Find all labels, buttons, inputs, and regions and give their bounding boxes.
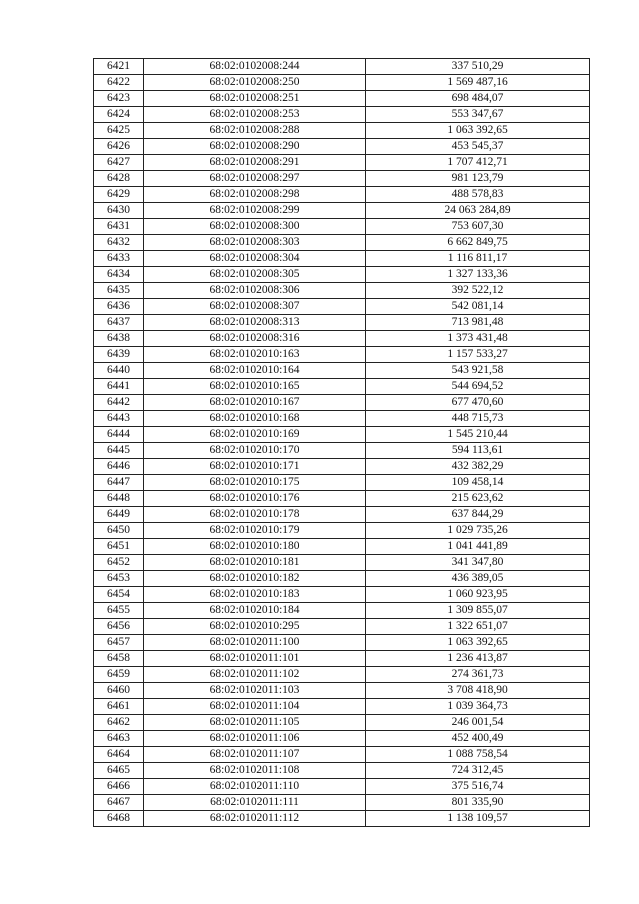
cadastral-number-cell: 68:02:0102008:253	[144, 107, 366, 123]
cadastral-value-cell: 713 981,48	[366, 315, 590, 331]
row-number-cell: 6443	[94, 411, 144, 427]
cadastral-value-cell: 337 510,29	[366, 59, 590, 75]
cadastral-value-cell: 1 322 651,07	[366, 619, 590, 635]
table-row	[94, 443, 590, 459]
row-number-cell: 6446	[94, 459, 144, 475]
cadastral-value-cell: 452 400,49	[366, 731, 590, 747]
cadastral-number-cell: 68:02:0102010:295	[144, 619, 366, 635]
cadastral-number-cell: 68:02:0102010:165	[144, 379, 366, 395]
table-body	[94, 59, 590, 827]
cadastral-value-cell: 432 382,29	[366, 459, 590, 475]
table-row	[94, 251, 590, 267]
cadastral-number-cell: 68:02:0102010:170	[144, 443, 366, 459]
cadastral-value-cell: 542 081,14	[366, 299, 590, 315]
cadastral-value-cell: 1 569 487,16	[366, 75, 590, 91]
cadastral-number-cell: 68:02:0102008:313	[144, 315, 366, 331]
cadastral-value-cell: 698 484,07	[366, 91, 590, 107]
table-row	[94, 715, 590, 731]
cadastral-number-cell: 68:02:0102010:169	[144, 427, 366, 443]
row-number-cell: 6432	[94, 235, 144, 251]
cadastral-value-cell: 1 088 758,54	[366, 747, 590, 763]
cadastral-number-cell: 68:02:0102011:107	[144, 747, 366, 763]
cadastral-number-cell: 68:02:0102010:176	[144, 491, 366, 507]
row-number-cell: 6435	[94, 283, 144, 299]
row-number-cell: 6431	[94, 219, 144, 235]
cadastral-value-cell: 215 623,62	[366, 491, 590, 507]
table-row	[94, 699, 590, 715]
row-number-cell: 6439	[94, 347, 144, 363]
row-number-cell: 6458	[94, 651, 144, 667]
cadastral-number-cell: 68:02:0102008:297	[144, 171, 366, 187]
table-row	[94, 459, 590, 475]
table-row	[94, 363, 590, 379]
cadastral-number-cell: 68:02:0102010:167	[144, 395, 366, 411]
cadastral-number-cell: 68:02:0102010:163	[144, 347, 366, 363]
table-row	[94, 683, 590, 699]
cadastral-value-cell: 448 715,73	[366, 411, 590, 427]
cadastral-value-cell: 677 470,60	[366, 395, 590, 411]
row-number-cell: 6422	[94, 75, 144, 91]
row-number-cell: 6459	[94, 667, 144, 683]
cadastral-number-cell: 68:02:0102011:112	[144, 811, 366, 827]
row-number-cell: 6455	[94, 603, 144, 619]
table-row	[94, 427, 590, 443]
row-number-cell: 6463	[94, 731, 144, 747]
cadastral-number-cell: 68:02:0102010:180	[144, 539, 366, 555]
table-row	[94, 411, 590, 427]
cadastral-value-cell: 553 347,67	[366, 107, 590, 123]
table-row	[94, 155, 590, 171]
cadastral-value-cell: 1 236 413,87	[366, 651, 590, 667]
table-row	[94, 299, 590, 315]
table-row	[94, 731, 590, 747]
cadastral-number-cell: 68:02:0102011:105	[144, 715, 366, 731]
row-number-cell: 6428	[94, 171, 144, 187]
cadastral-number-cell: 68:02:0102010:181	[144, 555, 366, 571]
cadastral-value-cell: 594 113,61	[366, 443, 590, 459]
cadastral-value-cell: 436 389,05	[366, 571, 590, 587]
table-row	[94, 667, 590, 683]
row-number-cell: 6425	[94, 123, 144, 139]
cadastral-value-cell: 392 522,12	[366, 283, 590, 299]
row-number-cell: 6424	[94, 107, 144, 123]
cadastral-value-cell: 544 694,52	[366, 379, 590, 395]
cadastral-number-cell: 68:02:0102011:108	[144, 763, 366, 779]
cadastral-number-cell: 68:02:0102010:175	[144, 475, 366, 491]
cadastral-number-cell: 68:02:0102008:304	[144, 251, 366, 267]
row-number-cell: 6466	[94, 779, 144, 795]
table-row	[94, 59, 590, 75]
table-row	[94, 315, 590, 331]
cadastral-number-cell: 68:02:0102010:179	[144, 523, 366, 539]
cadastral-value-cell: 1 029 735,26	[366, 523, 590, 539]
row-number-cell: 6433	[94, 251, 144, 267]
cadastral-value-cell: 1 545 210,44	[366, 427, 590, 443]
cadastral-value-cell: 1 116 811,17	[366, 251, 590, 267]
cadastral-value-cell: 341 347,80	[366, 555, 590, 571]
cadastral-number-cell: 68:02:0102011:110	[144, 779, 366, 795]
table-row	[94, 747, 590, 763]
cadastral-number-cell: 68:02:0102008:291	[144, 155, 366, 171]
cadastral-number-cell: 68:02:0102008:299	[144, 203, 366, 219]
cadastral-number-cell: 68:02:0102010:168	[144, 411, 366, 427]
cadastral-number-cell: 68:02:0102011:100	[144, 635, 366, 651]
cadastral-value-cell: 488 578,83	[366, 187, 590, 203]
cadastral-value-cell: 637 844,29	[366, 507, 590, 523]
cadastral-number-cell: 68:02:0102011:101	[144, 651, 366, 667]
table-row	[94, 571, 590, 587]
row-number-cell: 6430	[94, 203, 144, 219]
row-number-cell: 6460	[94, 683, 144, 699]
cadastral-number-cell: 68:02:0102008:316	[144, 331, 366, 347]
cadastral-number-cell: 68:02:0102010:182	[144, 571, 366, 587]
row-number-cell: 6454	[94, 587, 144, 603]
cadastral-number-cell: 68:02:0102011:102	[144, 667, 366, 683]
table-row	[94, 619, 590, 635]
table-row	[94, 171, 590, 187]
row-number-cell: 6453	[94, 571, 144, 587]
row-number-cell: 6461	[94, 699, 144, 715]
table-row	[94, 187, 590, 203]
row-number-cell: 6467	[94, 795, 144, 811]
row-number-cell: 6448	[94, 491, 144, 507]
cadastral-value-table	[93, 58, 590, 827]
table-row	[94, 763, 590, 779]
row-number-cell: 6441	[94, 379, 144, 395]
row-number-cell: 6449	[94, 507, 144, 523]
table-row	[94, 795, 590, 811]
row-number-cell: 6442	[94, 395, 144, 411]
cadastral-value-cell: 109 458,14	[366, 475, 590, 491]
table-row	[94, 283, 590, 299]
row-number-cell: 6421	[94, 59, 144, 75]
row-number-cell: 6456	[94, 619, 144, 635]
table-row	[94, 475, 590, 491]
cadastral-value-cell: 1 157 533,27	[366, 347, 590, 363]
cadastral-number-cell: 68:02:0102008:303	[144, 235, 366, 251]
table-row	[94, 523, 590, 539]
cadastral-value-cell: 981 123,79	[366, 171, 590, 187]
table-row	[94, 539, 590, 555]
cadastral-value-cell: 1 309 855,07	[366, 603, 590, 619]
cadastral-number-cell: 68:02:0102010:178	[144, 507, 366, 523]
cadastral-value-cell: 543 921,58	[366, 363, 590, 379]
cadastral-value-cell: 274 361,73	[366, 667, 590, 683]
row-number-cell: 6451	[94, 539, 144, 555]
table-row	[94, 139, 590, 155]
row-number-cell: 6444	[94, 427, 144, 443]
cadastral-number-cell: 68:02:0102008:244	[144, 59, 366, 75]
table-row	[94, 555, 590, 571]
cadastral-number-cell: 68:02:0102011:106	[144, 731, 366, 747]
cadastral-number-cell: 68:02:0102008:307	[144, 299, 366, 315]
cadastral-value-cell: 3 708 418,90	[366, 683, 590, 699]
cadastral-number-cell: 68:02:0102011:103	[144, 683, 366, 699]
cadastral-number-cell: 68:02:0102008:306	[144, 283, 366, 299]
table-row	[94, 235, 590, 251]
cadastral-number-cell: 68:02:0102008:300	[144, 219, 366, 235]
cadastral-value-cell: 1 373 431,48	[366, 331, 590, 347]
row-number-cell: 6440	[94, 363, 144, 379]
cadastral-value-cell: 246 001,54	[366, 715, 590, 731]
table-row	[94, 219, 590, 235]
table-row	[94, 203, 590, 219]
table-row	[94, 395, 590, 411]
table-row	[94, 379, 590, 395]
cadastral-number-cell: 68:02:0102011:111	[144, 795, 366, 811]
cadastral-value-cell: 1 060 923,95	[366, 587, 590, 603]
row-number-cell: 6426	[94, 139, 144, 155]
table-row	[94, 651, 590, 667]
cadastral-number-cell: 68:02:0102008:290	[144, 139, 366, 155]
table-row	[94, 347, 590, 363]
cadastral-value-cell: 801 335,90	[366, 795, 590, 811]
row-number-cell: 6464	[94, 747, 144, 763]
table-row	[94, 587, 590, 603]
cadastral-value-cell: 24 063 284,89	[366, 203, 590, 219]
cadastral-number-cell: 68:02:0102010:183	[144, 587, 366, 603]
cadastral-number-cell: 68:02:0102008:305	[144, 267, 366, 283]
cadastral-number-cell: 68:02:0102010:171	[144, 459, 366, 475]
table-row	[94, 603, 590, 619]
table-row	[94, 267, 590, 283]
cadastral-value-cell: 1 063 392,65	[366, 123, 590, 139]
row-number-cell: 6436	[94, 299, 144, 315]
cadastral-number-cell: 68:02:0102010:164	[144, 363, 366, 379]
cadastral-value-cell: 375 516,74	[366, 779, 590, 795]
table-row	[94, 75, 590, 91]
cadastral-number-cell: 68:02:0102008:288	[144, 123, 366, 139]
table-row	[94, 811, 590, 827]
table-row	[94, 779, 590, 795]
cadastral-value-cell: 453 545,37	[366, 139, 590, 155]
row-number-cell: 6423	[94, 91, 144, 107]
cadastral-value-cell: 753 607,30	[366, 219, 590, 235]
cadastral-value-cell: 1 138 109,57	[366, 811, 590, 827]
cadastral-value-cell: 1 327 133,36	[366, 267, 590, 283]
row-number-cell: 6465	[94, 763, 144, 779]
cadastral-number-cell: 68:02:0102008:250	[144, 75, 366, 91]
row-number-cell: 6437	[94, 315, 144, 331]
table-row	[94, 491, 590, 507]
table-row	[94, 91, 590, 107]
table-row	[94, 635, 590, 651]
table-row	[94, 331, 590, 347]
row-number-cell: 6450	[94, 523, 144, 539]
table-row	[94, 123, 590, 139]
cadastral-number-cell: 68:02:0102010:184	[144, 603, 366, 619]
cadastral-number-cell: 68:02:0102008:251	[144, 91, 366, 107]
row-number-cell: 6447	[94, 475, 144, 491]
row-number-cell: 6445	[94, 443, 144, 459]
row-number-cell: 6434	[94, 267, 144, 283]
row-number-cell: 6462	[94, 715, 144, 731]
row-number-cell: 6427	[94, 155, 144, 171]
row-number-cell: 6452	[94, 555, 144, 571]
row-number-cell: 6468	[94, 811, 144, 827]
cadastral-value-cell: 1 063 392,65	[366, 635, 590, 651]
cadastral-value-cell: 724 312,45	[366, 763, 590, 779]
row-number-cell: 6457	[94, 635, 144, 651]
cadastral-number-cell: 68:02:0102011:104	[144, 699, 366, 715]
table-row	[94, 507, 590, 523]
row-number-cell: 6429	[94, 187, 144, 203]
cadastral-value-cell: 1 039 364,73	[366, 699, 590, 715]
table-row	[94, 107, 590, 123]
cadastral-value-cell: 1 041 441,89	[366, 539, 590, 555]
cadastral-number-cell: 68:02:0102008:298	[144, 187, 366, 203]
cadastral-value-cell: 6 662 849,75	[366, 235, 590, 251]
row-number-cell: 6438	[94, 331, 144, 347]
cadastral-value-cell: 1 707 412,71	[366, 155, 590, 171]
